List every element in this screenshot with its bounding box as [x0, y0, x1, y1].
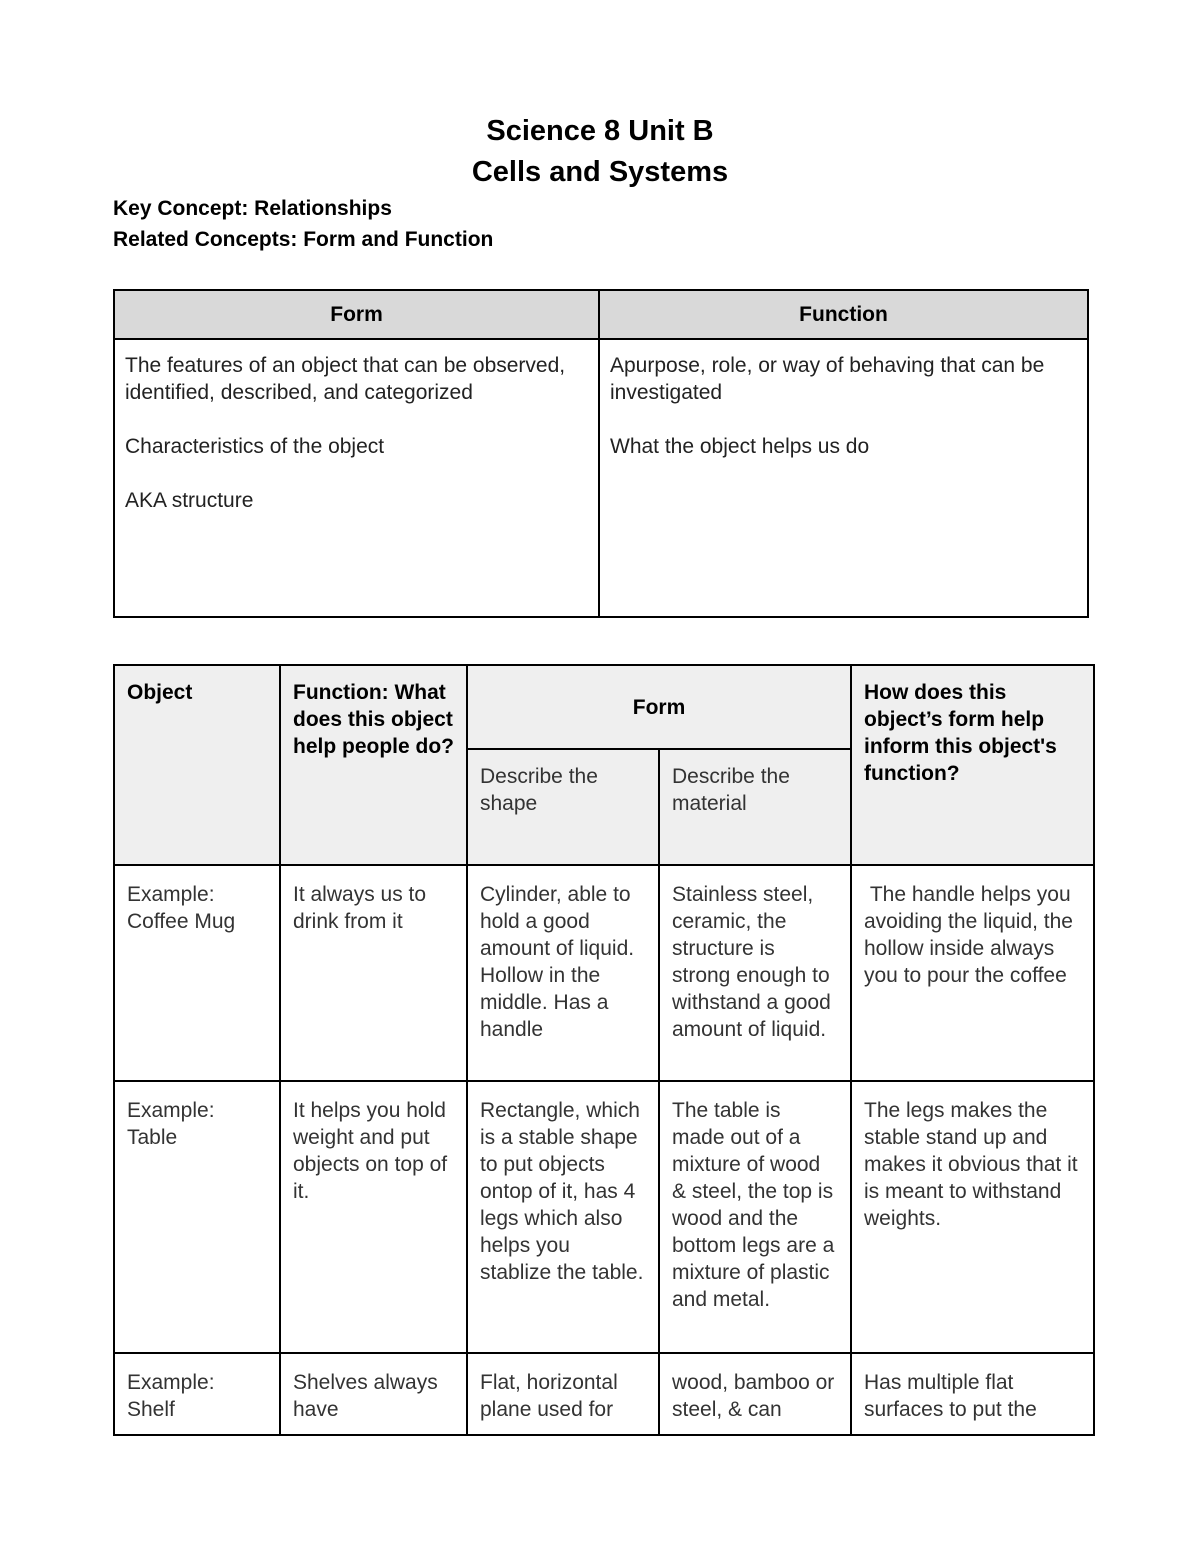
function-helps-text: What the object helps us do: [610, 435, 870, 458]
how-cell: The handle helps you avoiding the liquid, the hollow inside always you to pour the coffee: [851, 865, 1094, 1081]
shape-header: Describe the shape: [467, 749, 659, 865]
form-definition-cell: [114, 339, 599, 617]
function-header: Function: [599, 290, 1088, 339]
key-concept: Key Concept: Relationships: [113, 197, 392, 220]
object-cell: Example: Shelf: [114, 1353, 280, 1435]
page-subtitle: Cells and Systems: [471, 156, 729, 188]
how-cell: Has multiple flat surfaces to put the: [851, 1353, 1094, 1435]
material-cell: The table is made out of a mixture of wood & steel, the top is wood and the bottom legs are a mixture of plastic and metal.: [659, 1081, 851, 1353]
form-definition-text: The features of an object that can be observed, identified, described, and categorized: [125, 354, 566, 404]
how-header: How does this object’s form help inform this object's function?: [851, 665, 1094, 865]
shape-cell: Cylinder, able to hold a good amount of liquid. Hollow in the middle. Has a handle: [467, 865, 659, 1081]
material-header: Describe the material: [659, 749, 851, 865]
function-definition-cell: [599, 339, 1088, 617]
table-row: [114, 1081, 1094, 1353]
form-header: Form: [114, 290, 599, 339]
object-cell: Example: Coffee Mug: [114, 865, 280, 1081]
function-cell: Shelves always have: [280, 1353, 467, 1435]
function-definition-text: Apurpose, role, or way of behaving that can be investigated: [610, 354, 1045, 404]
function-header: Function: What does this object help people do?: [280, 665, 467, 865]
objects-header-row: [114, 665, 1094, 749]
shape-cell: Flat, horizontal plane used for: [467, 1353, 659, 1435]
definitions-header-row: [114, 290, 1088, 339]
material-cell: Stainless steel, ceramic, the structure is strong enough to withstand a good amount of liquid.: [659, 865, 851, 1081]
object-cell: Example: Table: [114, 1081, 280, 1353]
function-cell: It helps you hold weight and put objects on top of it.: [280, 1081, 467, 1353]
related-concepts: Related Concepts: Form and Function: [113, 228, 494, 251]
form-characteristics-text: Characteristics of the object: [125, 435, 385, 458]
page-title: Science 8 Unit B: [486, 115, 714, 147]
table-row: [114, 865, 1094, 1081]
form-header: Form: [467, 665, 851, 749]
object-header: Object: [114, 665, 280, 865]
objects-table: [113, 664, 1095, 1436]
definitions-body-row: [114, 339, 1088, 617]
definitions-table: [113, 289, 1089, 618]
shape-cell: Rectangle, which is a stable shape to put objects ontop of it, has 4 legs which also helps you stablize the table.: [467, 1081, 659, 1353]
function-cell: It always us to drink from it: [280, 865, 467, 1081]
material-cell: wood, bamboo or steel, & can: [659, 1353, 851, 1435]
form-aka-text: AKA structure: [125, 489, 254, 512]
table-row: [114, 1353, 1094, 1435]
how-cell: The legs makes the stable stand up and makes it obvious that it is meant to withstand weights.: [851, 1081, 1094, 1353]
